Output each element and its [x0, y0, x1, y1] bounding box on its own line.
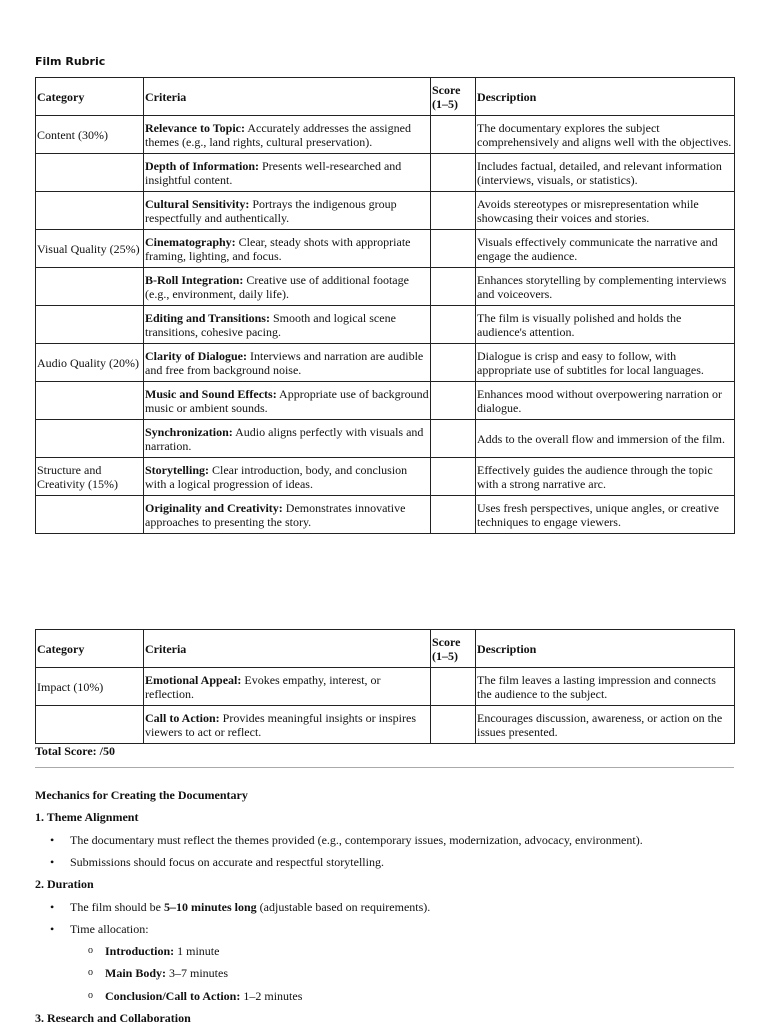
score-cell	[431, 306, 476, 344]
description-cell: Uses fresh perspectives, unique angles, or creative techniques to engage viewers.	[476, 496, 735, 534]
description-cell: Dialogue is crisp and easy to follow, with appropriate use of subtitles for local languages.	[476, 344, 735, 382]
section-duration: 2. Duration	[35, 877, 94, 891]
criteria-cell	[144, 230, 431, 268]
score-cell	[431, 668, 476, 706]
header-description: Description	[476, 78, 735, 116]
score-cell	[431, 496, 476, 534]
criteria-title: Originality and Creativity:	[145, 500, 283, 515]
criteria-text: Portrays the indigenous group respectfully and authentically.	[145, 196, 397, 225]
criteria-cell	[144, 192, 431, 230]
score-cell	[431, 344, 476, 382]
description-cell: Includes factual, detailed, and relevant information (interviews, visuals, or statistics).	[476, 154, 735, 192]
description-cell: Effectively guides the audience through the topic with a strong narrative arc.	[476, 458, 735, 496]
table-row	[36, 706, 735, 744]
score-cell	[431, 192, 476, 230]
section-theme-alignment: 1. Theme Alignment	[35, 810, 139, 824]
criteria-text: Accurately addresses the assigned themes (e.g., land rights, cultural preservation).	[145, 120, 411, 149]
criteria-cell	[144, 116, 431, 154]
criteria-cell	[144, 706, 431, 744]
description-cell: The film leaves a lasting impression and connects the audience to the subject.	[476, 668, 735, 706]
criteria-text: Presents well-researched and insightful content.	[145, 158, 402, 187]
criteria-cell	[144, 420, 431, 458]
header-score: Score (1–5)	[431, 630, 476, 668]
criteria-cell	[144, 268, 431, 306]
bullet-icon: •	[50, 922, 55, 936]
total-score: Total Score: /50	[35, 744, 115, 758]
category-cell: Structure and Creativity (15%)	[36, 458, 144, 496]
criteria-text: Audio aligns perfectly with visuals and narration.	[145, 424, 424, 453]
sub-list-item-text	[105, 966, 228, 980]
criteria-text: Provides meaningful insights or inspires viewers to act or reflect.	[145, 710, 416, 739]
category-cell: Visual Quality (25%)	[36, 230, 144, 268]
criteria-text: Interviews and narration are audible and free from background noise.	[145, 348, 424, 377]
header-category: Category	[36, 630, 144, 668]
criteria-cell	[144, 306, 431, 344]
criteria-cell	[144, 382, 431, 420]
list-item-text: The documentary must reflect the themes provided (e.g., contemporary issues, modernization, advocacy, environment).	[70, 833, 643, 847]
criteria-title: Cultural Sensitivity:	[145, 196, 250, 211]
criteria-title: Storytelling:	[145, 462, 209, 477]
header-description: Description	[476, 630, 735, 668]
table-row	[36, 458, 735, 496]
table-row	[36, 496, 735, 534]
table-header-row	[36, 630, 735, 668]
sub-item-value: 3–7 minutes	[166, 966, 229, 980]
score-cell	[431, 154, 476, 192]
description-cell: The film is visually polished and holds the audience's attention.	[476, 306, 735, 344]
criteria-text: Appropriate use of background music or ambient sounds.	[145, 386, 429, 415]
criteria-cell	[144, 154, 431, 192]
category-cell: Audio Quality (20%)	[36, 344, 144, 382]
circle-bullet-icon: o	[88, 990, 93, 1001]
list-item-text: Submissions should focus on accurate and respectful storytelling.	[70, 855, 384, 869]
duration-emphasis: 5–10 minutes long	[163, 900, 257, 914]
bullet-icon: •	[50, 900, 55, 914]
rubric-table-1	[35, 77, 735, 534]
sub-item-value: 1 minute	[174, 944, 220, 958]
bullet-icon: •	[50, 833, 55, 847]
sub-item-value: 1–2 minutes	[240, 989, 303, 1003]
table-row	[36, 420, 735, 458]
category-cell: Impact (10%)	[36, 668, 144, 706]
page-title: Film Rubric	[35, 55, 106, 68]
header-criteria: Criteria	[144, 630, 431, 668]
text-fragment: The film should be	[70, 900, 164, 914]
score-cell	[431, 706, 476, 744]
score-cell	[431, 420, 476, 458]
description-cell: Adds to the overall flow and immersion of the film.	[476, 420, 735, 458]
criteria-text: Clear, steady shots with appropriate framing, lighting, and focus.	[145, 234, 411, 263]
criteria-title: Depth of Information:	[145, 158, 259, 173]
criteria-title: Cinematography:	[145, 234, 236, 249]
circle-bullet-icon: o	[88, 945, 93, 956]
table-row	[36, 382, 735, 420]
header-criteria: Criteria	[144, 78, 431, 116]
category-cell: Content (30%)	[36, 116, 144, 154]
list-item-text: Time allocation:	[70, 922, 149, 936]
category-cell	[36, 154, 144, 192]
score-cell	[431, 230, 476, 268]
criteria-text: Creative use of additional footage (e.g., environment, daily life).	[145, 272, 409, 301]
list-item-text	[70, 900, 430, 914]
criteria-title: Call to Action:	[145, 710, 220, 725]
rubric-table-2	[35, 629, 735, 744]
criteria-cell	[144, 458, 431, 496]
score-cell	[431, 116, 476, 154]
criteria-title: B-Roll Integration:	[145, 272, 244, 287]
criteria-text: Clear introduction, body, and conclusion with a logical progression of ideas.	[145, 462, 408, 491]
bullet-icon: •	[50, 855, 55, 869]
sub-item-label: Conclusion/Call to Action:	[105, 989, 241, 1003]
criteria-cell	[144, 344, 431, 382]
category-cell	[36, 382, 144, 420]
sub-item-label: Main Body:	[105, 966, 167, 980]
criteria-title: Clarity of Dialogue:	[145, 348, 247, 363]
header-category: Category	[36, 78, 144, 116]
description-cell: Enhances mood without overpowering narration or dialogue.	[476, 382, 735, 420]
description-cell: Visuals effectively communicate the narrative and engage the audience.	[476, 230, 735, 268]
table-row	[36, 306, 735, 344]
category-cell	[36, 268, 144, 306]
table-row	[36, 268, 735, 306]
description-cell: The documentary explores the subject comprehensively and aligns well with the objectives.	[476, 116, 735, 154]
table-row	[36, 192, 735, 230]
criteria-cell	[144, 668, 431, 706]
mechanics-title: Mechanics for Creating the Documentary	[35, 788, 248, 802]
category-cell	[36, 192, 144, 230]
description-cell: Enhances storytelling by complementing interviews and voiceovers.	[476, 268, 735, 306]
description-cell: Encourages discussion, awareness, or action on the issues presented.	[476, 706, 735, 744]
sub-item-label: Introduction:	[105, 944, 175, 958]
criteria-text: Smooth and logical scene transitions, cohesive pacing.	[145, 310, 396, 339]
category-cell	[36, 306, 144, 344]
category-cell	[36, 496, 144, 534]
sub-list-item-text	[105, 989, 302, 1003]
criteria-title: Emotional Appeal:	[145, 672, 242, 687]
header-score: Score (1–5)	[431, 78, 476, 116]
divider	[35, 767, 734, 768]
section-research-collaboration: 3. Research and Collaboration	[35, 1011, 191, 1025]
category-cell	[36, 706, 144, 744]
table-header-row	[36, 78, 735, 116]
criteria-title: Relevance to Topic:	[145, 120, 245, 135]
description-cell: Avoids stereotypes or misrepresentation while showcasing their voices and stories.	[476, 192, 735, 230]
circle-bullet-icon: o	[88, 967, 93, 978]
criteria-title: Editing and Transitions:	[145, 310, 270, 325]
table-row	[36, 668, 735, 706]
text-fragment: (adjustable based on requirements).	[256, 900, 431, 914]
score-cell	[431, 382, 476, 420]
criteria-title: Synchronization:	[145, 424, 233, 439]
criteria-title: Music and Sound Effects:	[145, 386, 277, 401]
table-row	[36, 154, 735, 192]
criteria-text: Evokes empathy, interest, or reflection.	[145, 672, 381, 701]
table-row	[36, 344, 735, 382]
score-cell	[431, 458, 476, 496]
table-row	[36, 116, 735, 154]
category-cell	[36, 420, 144, 458]
criteria-text: Demonstrates innovative approaches to presenting the story.	[145, 500, 406, 529]
criteria-cell	[144, 496, 431, 534]
score-cell	[431, 268, 476, 306]
table-row	[36, 230, 735, 268]
sub-list-item-text	[105, 944, 219, 958]
